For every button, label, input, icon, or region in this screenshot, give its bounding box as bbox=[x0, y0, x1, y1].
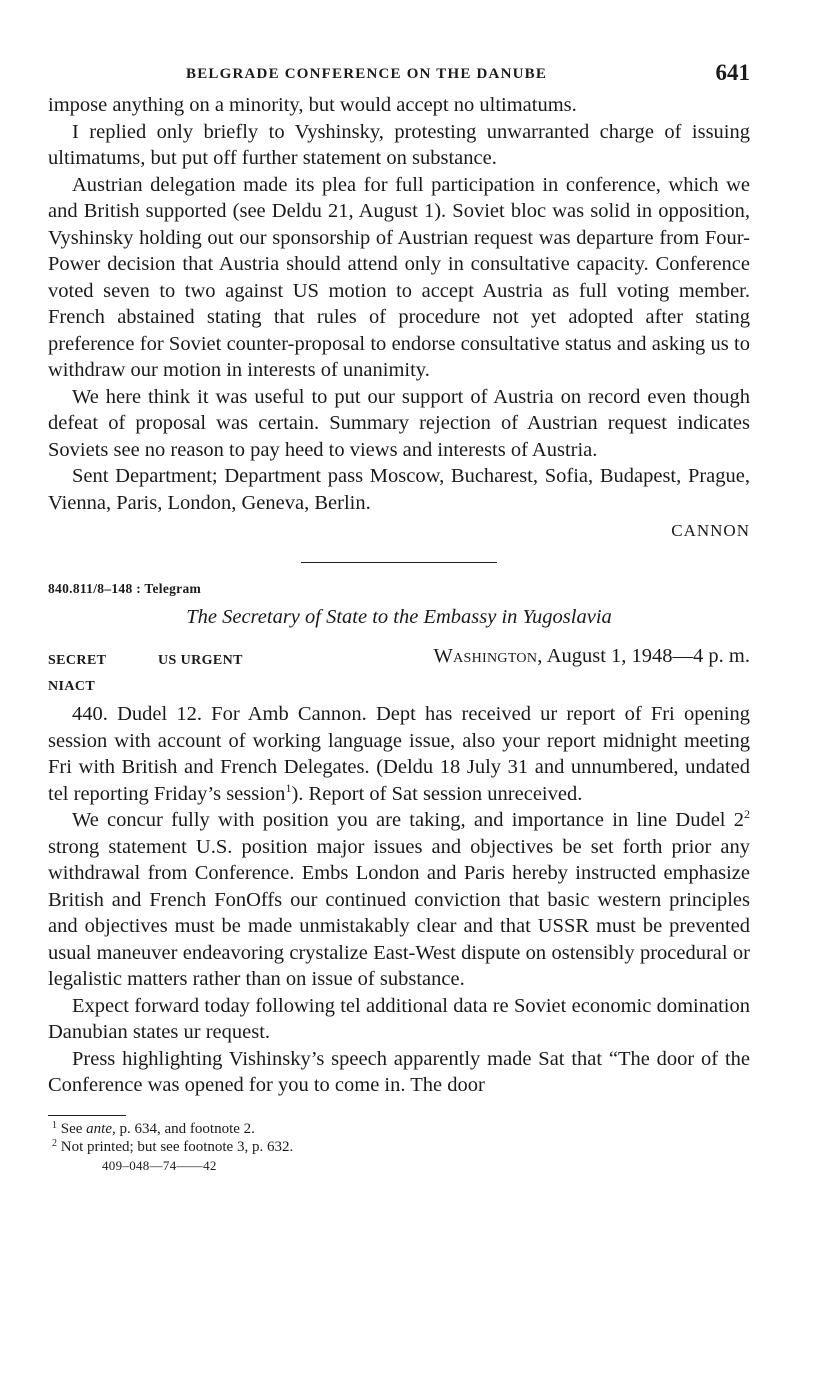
footnotes bbox=[48, 1120, 750, 1156]
running-head: BELGRADE CONFERENCE ON THE DANUBE bbox=[186, 66, 548, 82]
footnote-ref-2[interactable]: 2 bbox=[744, 807, 750, 821]
footnote-1-mark: 1 bbox=[52, 1119, 57, 1131]
footnote-2-text: Not printed; but see footnote 3, p. 632. bbox=[60, 1138, 294, 1155]
dateline bbox=[434, 645, 751, 668]
paragraph-vyshinsky-reply: I replied only briefly to Vyshinsky, protesting unwarranted charge of issuing ultimatums, but put off further statement on substance. bbox=[48, 120, 750, 169]
document-page bbox=[48, 58, 750, 1174]
classification-secret: SECRET bbox=[48, 653, 107, 668]
paragraph-distribution: Sent Department; Department pass Moscow, Bucharest, Sofia, Budapest, Prague, Vienna, Paris, London, Geneva, Berlin. bbox=[48, 465, 750, 514]
paragraph-support-austria: We here think it was useful to put our support of Austria on record even though defeat of proposal was certain. Summary rejection of Austrian request indicates Soviets see no reason to pay heed to views and interests of Austria. bbox=[48, 385, 750, 461]
file-reference: 840.811/8–148 : Telegram bbox=[48, 581, 202, 596]
paragraph-concur bbox=[48, 807, 750, 993]
footnote-2-mark: 2 bbox=[52, 1137, 57, 1149]
footnote-rule bbox=[48, 1115, 126, 1116]
footnote-2 bbox=[52, 1138, 750, 1156]
classification-urgent: US URGENT bbox=[158, 653, 243, 668]
page-header bbox=[48, 58, 750, 92]
page-number: 641 bbox=[715, 60, 750, 85]
footnote-1 bbox=[52, 1120, 750, 1138]
paragraph-continuation: impose anything on a minority, but would accept no ultimatums. bbox=[48, 94, 577, 116]
paragraph-dudel-12 bbox=[48, 701, 750, 807]
classification-niact: NIACT bbox=[48, 679, 96, 694]
footnote-1-pre: See bbox=[60, 1120, 83, 1137]
dateline-date: August 1, 1948—4 p. m. bbox=[546, 645, 750, 667]
p1-text-b: ). Report of Sat session unreceived. bbox=[291, 782, 583, 805]
p2-text-a: We concur fully with position you are taking, and importance in line Dudel 2 bbox=[72, 809, 744, 831]
footnote-1-post: p. 634, and footnote 2. bbox=[119, 1120, 255, 1137]
footnote-ref-1[interactable]: 1 bbox=[285, 780, 292, 795]
footnote-1-italic: ante, bbox=[86, 1120, 116, 1137]
paragraph-expect-forward: Expect forward today following tel additional data re Soviet economic domination Danubian states ur request. bbox=[48, 994, 750, 1043]
document-title: The Secretary of State to the Embassy in Yugoslavia bbox=[186, 606, 612, 628]
dateline-place: Washington, bbox=[433, 645, 543, 667]
p2-text-b: strong statement U.S. position major issues and objectives be set forth prior any withdrawal from Conference. Embs London and Paris hereby instructed emphasize British and French FonOffs our continued conviction that basic western principles and objectives must be made unmistakably clear and that USSR must be prevented usual maneuver endeavoring crystalize East-West dispute on ostensibly procedural or legalistic matters rather than on issue of substance. bbox=[48, 835, 750, 990]
print-code: 409–048—74——42 bbox=[102, 1157, 217, 1173]
paragraph-press: Press highlighting Vishinsky’s speech apparently made Sat that “The door of the Conference was opened for you to come in. The door bbox=[48, 1047, 750, 1096]
classification-row bbox=[48, 645, 750, 675]
signature: CANNON bbox=[671, 521, 750, 540]
p1-text-a: 440. Dudel 12. For Amb Cannon. Dept has received ur report of Fri opening session with account of working language issue, also your report midnight meeting Fri with British and French Delegates. (Deldu 18 July 31 and unnumbered, undated tel reporting Friday’s session bbox=[48, 703, 750, 805]
section-divider bbox=[301, 562, 497, 563]
paragraph-austrian-delegation: Austrian delegation made its plea for full participation in conference, which we and British supported (see Deldu 21, August 1). Soviet bloc was solid in opposition, Vyshinsky holding out our sponsorship of Austrian request was departure from Four-Power decision that Austria should attend only in consultative capacity. Conference voted seven to two against US motion to accept Austria as full voting member. French abstained stating that rules of procedure not yet adopted after stating preference for Soviet counter-proposal to endorse consultative status and asking us to withdraw our motion in interests of unanimity. bbox=[48, 173, 750, 381]
